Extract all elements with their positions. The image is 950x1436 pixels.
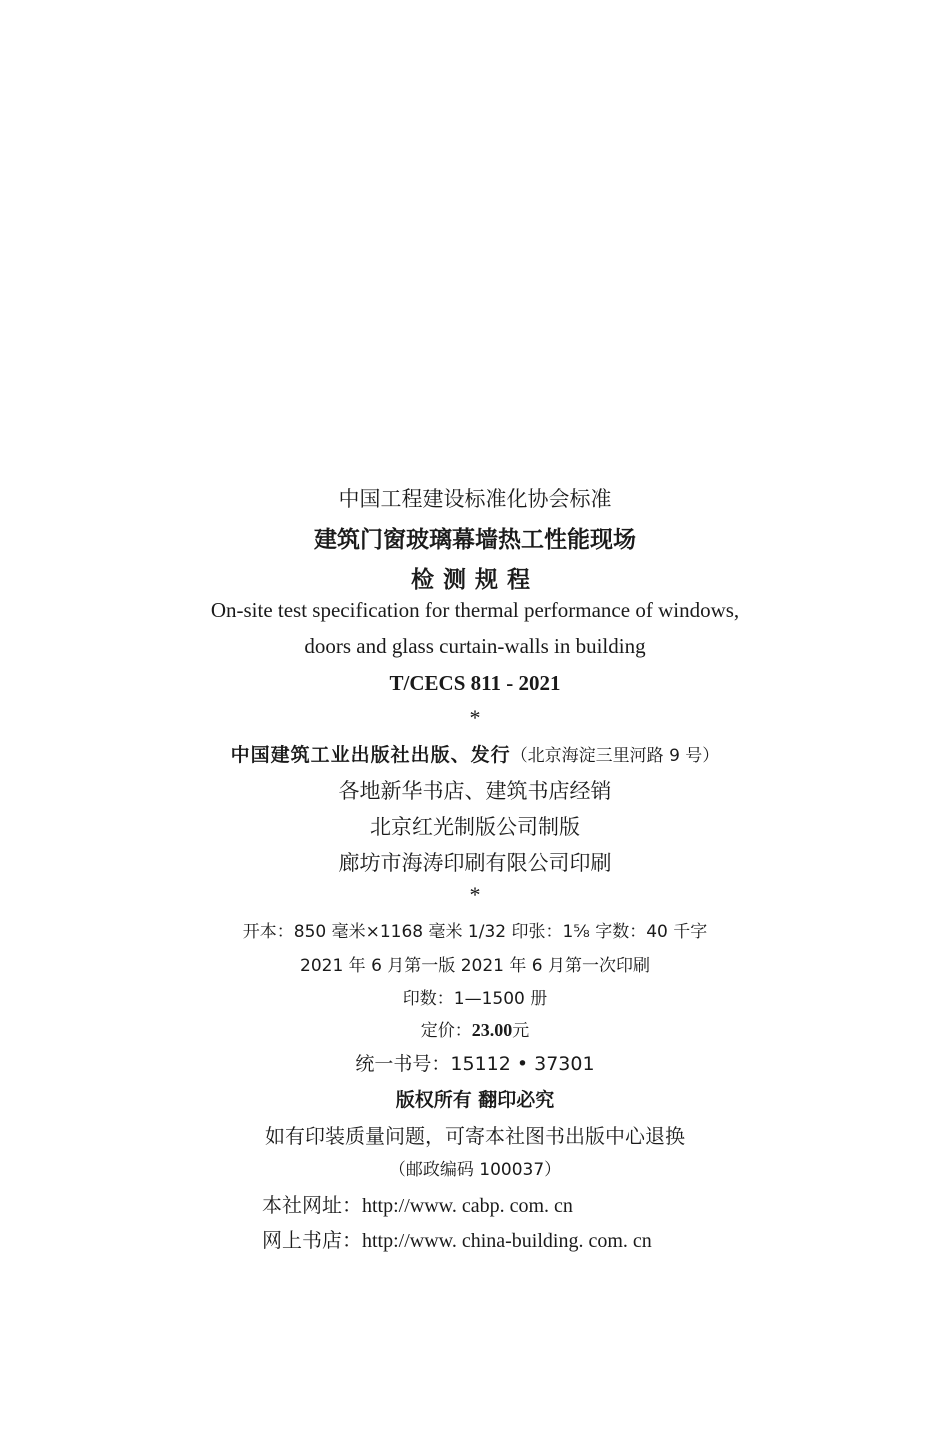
website-label: 本社网址： xyxy=(262,1193,362,1217)
website-url[interactable]: http://www. cabp. com. cn xyxy=(362,1195,573,1217)
title-en-line1: On-site test specification for thermal performance of windows, xyxy=(210,598,740,622)
price-label: 定价： xyxy=(420,1021,472,1041)
rights-line: 版权所有 翻印必究 xyxy=(395,1089,555,1111)
publisher-address: （北京海淀三里河路 9 号） xyxy=(510,746,720,766)
price-line xyxy=(0,1016,950,1041)
online-shop-label: 网上书店： xyxy=(262,1228,362,1252)
return-notice: 如有印装质量问题，可寄本社图书出版中心退换 xyxy=(265,1124,685,1148)
price-unit: 元 xyxy=(512,1021,530,1041)
title-cn-line2: 检测规程 xyxy=(411,567,539,593)
format-line: 开本：850 毫米×1168 毫米 1/32 印张：1⅝ 字数：40 千字 xyxy=(242,922,708,942)
title-cn-line1: 建筑门窗玻璃幕墙热工性能现场 xyxy=(314,527,636,553)
website-line xyxy=(262,1189,573,1218)
separator-star: * xyxy=(469,705,481,730)
printing-line: 廊坊市海涛印刷有限公司印刷 xyxy=(338,851,612,875)
publisher-line xyxy=(0,740,950,767)
unified-book-number: 统一书号：15112 • 37301 xyxy=(355,1053,595,1075)
online-shop-line xyxy=(262,1224,652,1253)
distribution-line: 各地新华书店、建筑书店经销 xyxy=(338,779,612,803)
online-shop-url[interactable]: http://www. china-building. com. cn xyxy=(362,1230,652,1252)
postal-code: （邮政编码 100037） xyxy=(388,1160,562,1180)
separator-star: * xyxy=(469,882,481,907)
print-count-line: 印数：1—1500 册 xyxy=(402,989,548,1009)
title-en-line2: doors and glass curtain-walls in building xyxy=(304,634,646,658)
plate-making-line: 北京红光制版公司制版 xyxy=(370,815,580,839)
standard-code: T/CECS 811 - 2021 xyxy=(389,671,561,695)
edition-line: 2021 年 6 月第一版 2021 年 6 月第一次印刷 xyxy=(300,956,650,976)
price-value: 23.00 xyxy=(471,1020,513,1040)
association-name: 中国工程建设标准化协会标准 xyxy=(338,487,612,511)
publisher-name: 中国建筑工业出版社出版、发行 xyxy=(230,744,511,766)
